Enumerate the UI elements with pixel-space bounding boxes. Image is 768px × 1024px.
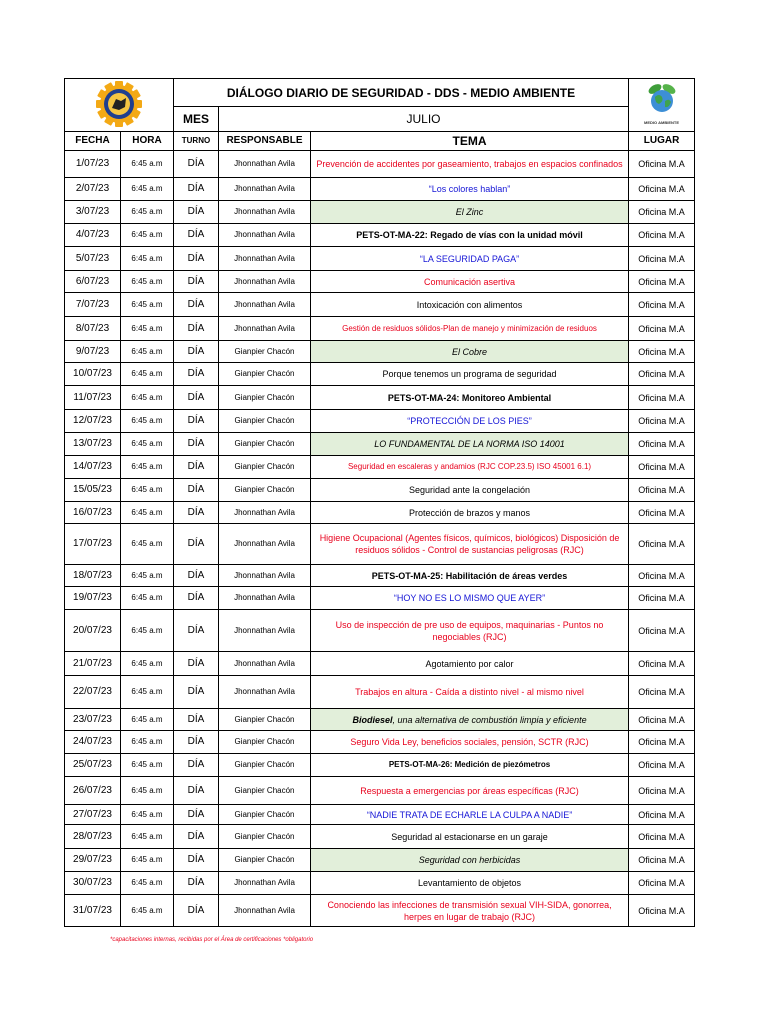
- lugar-cell: Oficina M.A: [629, 433, 695, 456]
- lugar-cell: Oficina M.A: [629, 895, 695, 927]
- table-row: [65, 293, 695, 317]
- tema-cell: [311, 805, 629, 825]
- tema-cell: [311, 433, 629, 456]
- responsable-cell: Jhonnathan Avila: [219, 895, 311, 927]
- turno-cell: DÍA: [174, 502, 219, 524]
- fecha-cell: 21/07/23: [65, 652, 121, 676]
- lugar-cell: Oficina M.A: [629, 805, 695, 825]
- tema-text: PETS-OT-MA-22: Regado de vías con la unidad móvil: [356, 230, 583, 240]
- turno-cell: DÍA: [174, 151, 219, 178]
- tema-cell: [311, 317, 629, 341]
- fecha-cell: 8/07/23: [65, 317, 121, 341]
- turno-cell: DÍA: [174, 341, 219, 363]
- fecha-cell: 4/07/23: [65, 224, 121, 247]
- tema-text: “NADIE TRATA DE ECHARLE LA CULPA A NADIE”: [366, 809, 573, 820]
- tema-cell: [311, 587, 629, 610]
- responsable-cell: Gianpier Chacón: [219, 731, 311, 754]
- hora-cell: 6:45 a.m: [121, 872, 174, 895]
- tema-text: Agotamiento por calor: [425, 658, 514, 669]
- tema-cell: [311, 410, 629, 433]
- hora-cell: 6:45 a.m: [121, 895, 174, 927]
- turno-cell: DÍA: [174, 731, 219, 754]
- tema-text: Uso de inspección de pre uso de equipos, maquinarias - Puntos no negociables (RJC): [335, 619, 604, 642]
- table-row: [65, 151, 695, 178]
- tema-cell: [311, 341, 629, 363]
- lugar-cell: Oficina M.A: [629, 652, 695, 676]
- turno-cell: DÍA: [174, 676, 219, 709]
- table-row: [65, 652, 695, 676]
- dds-sheet: [64, 78, 694, 927]
- turno-cell: DÍA: [174, 895, 219, 927]
- hora-cell: 6:45 a.m: [121, 479, 174, 502]
- header-hora: HORA: [121, 132, 174, 151]
- responsable-cell: Gianpier Chacón: [219, 341, 311, 363]
- responsable-cell: Jhonnathan Avila: [219, 178, 311, 201]
- hora-cell: 6:45 a.m: [121, 805, 174, 825]
- fecha-cell: 16/07/23: [65, 502, 121, 524]
- responsable-cell: Jhonnathan Avila: [219, 872, 311, 895]
- hora-cell: 6:45 a.m: [121, 610, 174, 652]
- tema-text: PETS-OT-MA-25: Habilitación de áreas verdes: [371, 570, 568, 581]
- turno-cell: DÍA: [174, 777, 219, 805]
- table-row: [65, 754, 695, 777]
- responsable-cell: Gianpier Chacón: [219, 805, 311, 825]
- lugar-cell: Oficina M.A: [629, 754, 695, 777]
- responsable-cell: Jhonnathan Avila: [219, 502, 311, 524]
- tema-text: PETS-OT-MA-26: Medición de piezómetros: [388, 760, 551, 769]
- footnote: *capacitaciones internas, recibidas por el Área de certificaciones *obligatorio: [110, 937, 314, 943]
- responsable-cell: Jhonnathan Avila: [219, 151, 311, 178]
- tema-text: “PROTECCIÓN DE LOS PIES”: [407, 416, 532, 426]
- header-responsable: RESPONSABLE: [219, 132, 311, 151]
- hora-cell: 6:45 a.m: [121, 247, 174, 271]
- tema-text: Comunicación asertiva: [423, 276, 516, 287]
- tema-cell: [311, 224, 629, 247]
- tema-text: El Cobre: [452, 346, 488, 357]
- responsable-cell: Gianpier Chacón: [219, 825, 311, 849]
- hora-cell: 6:45 a.m: [121, 502, 174, 524]
- responsable-cell: Jhonnathan Avila: [219, 565, 311, 587]
- responsable-cell: Jhonnathan Avila: [219, 652, 311, 676]
- responsable-cell: Jhonnathan Avila: [219, 610, 311, 652]
- responsable-cell: Gianpier Chacón: [219, 386, 311, 410]
- hora-cell: 6:45 a.m: [121, 201, 174, 224]
- hora-cell: 6:45 a.m: [121, 754, 174, 777]
- hora-cell: 6:45 a.m: [121, 433, 174, 456]
- table-row: [65, 363, 695, 386]
- table-row: [65, 433, 695, 456]
- table-row: [65, 410, 695, 433]
- turno-cell: DÍA: [174, 565, 219, 587]
- lugar-cell: Oficina M.A: [629, 293, 695, 317]
- lugar-cell: Oficina M.A: [629, 247, 695, 271]
- tema-text: “LA SEGURIDAD PAGA”: [419, 253, 520, 264]
- lugar-cell: Oficina M.A: [629, 709, 695, 731]
- fecha-cell: 5/07/23: [65, 247, 121, 271]
- table-row: [65, 805, 695, 825]
- responsable-cell: Gianpier Chacón: [219, 433, 311, 456]
- lugar-cell: Oficina M.A: [629, 317, 695, 341]
- tema-text: Higiene Ocupacional (Agentes físicos, químicos, biológicos) Disposición de residuos sólidos - Control de sustancias peligrosas (RJC): [319, 533, 620, 555]
- fecha-cell: 9/07/23: [65, 341, 121, 363]
- hora-cell: 6:45 a.m: [121, 524, 174, 565]
- hora-cell: 6:45 a.m: [121, 676, 174, 709]
- fecha-cell: 23/07/23: [65, 709, 121, 731]
- table-row: [65, 224, 695, 247]
- table-row: [65, 178, 695, 201]
- responsable-cell: Gianpier Chacón: [219, 849, 311, 872]
- table-row: [65, 386, 695, 410]
- responsable-cell: Jhonnathan Avila: [219, 317, 311, 341]
- table-row: [65, 610, 695, 652]
- tema-text: Seguridad en escaleras y andamios (RJC COP.23.5) ISO 45001 6.1): [347, 462, 592, 471]
- table-row: [65, 587, 695, 610]
- hora-cell: 6:45 a.m: [121, 224, 174, 247]
- responsable-cell: Gianpier Chacón: [219, 456, 311, 479]
- turno-cell: DÍA: [174, 178, 219, 201]
- fecha-cell: 26/07/23: [65, 777, 121, 805]
- title-row: [65, 79, 695, 107]
- fecha-cell: 1/07/23: [65, 151, 121, 178]
- tema-cell: [311, 293, 629, 317]
- responsable-cell: Gianpier Chacón: [219, 709, 311, 731]
- hora-cell: 6:45 a.m: [121, 652, 174, 676]
- lugar-cell: Oficina M.A: [629, 565, 695, 587]
- table-row: [65, 777, 695, 805]
- column-header-row: [65, 132, 695, 151]
- responsable-cell: Gianpier Chacón: [219, 754, 311, 777]
- tema-cell: [311, 709, 629, 731]
- lugar-cell: Oficina M.A: [629, 224, 695, 247]
- tema-cell: [311, 731, 629, 754]
- tema-cell: [311, 825, 629, 849]
- responsable-cell: Gianpier Chacón: [219, 363, 311, 386]
- tema-cell: [311, 524, 629, 565]
- tema-cell: [311, 610, 629, 652]
- company-gear-logo-icon: [93, 80, 145, 128]
- tema-text: Prevención de accidentes por gaseamiento, trabajos en espacios confinados: [316, 159, 623, 169]
- tema-cell: [311, 872, 629, 895]
- tema-text: Conociendo las infecciones de transmisión sexual VIH-SIDA, gonorrea, herpes en lugar de trabajo (RJC): [327, 899, 612, 922]
- tema-cell: [311, 479, 629, 502]
- table-row: [65, 479, 695, 502]
- table-row: [65, 456, 695, 479]
- hora-cell: 6:45 a.m: [121, 341, 174, 363]
- table-row: [65, 872, 695, 895]
- responsable-cell: Jhonnathan Avila: [219, 224, 311, 247]
- document-title: DIÁLOGO DIARIO DE SEGURIDAD - DDS - MEDIO AMBIENTE: [174, 79, 629, 107]
- tema-cell: [311, 363, 629, 386]
- turno-cell: DÍA: [174, 479, 219, 502]
- hora-cell: 6:45 a.m: [121, 386, 174, 410]
- tema-cell: [311, 652, 629, 676]
- tema-text: Seguridad al estacionarse en un garaje: [391, 831, 548, 842]
- hora-cell: 6:45 a.m: [121, 709, 174, 731]
- fecha-cell: 18/07/23: [65, 565, 121, 587]
- environment-logo-caption: MEDIO AMBIENTE: [644, 120, 680, 125]
- turno-cell: DÍA: [174, 410, 219, 433]
- header-turno: TURNO: [174, 132, 219, 151]
- hora-cell: 6:45 a.m: [121, 151, 174, 178]
- turno-cell: DÍA: [174, 363, 219, 386]
- turno-cell: DÍA: [174, 652, 219, 676]
- header-lugar: LUGAR: [629, 132, 695, 151]
- tema-text: Seguridad ante la congelación: [408, 485, 531, 495]
- table-row: [65, 709, 695, 731]
- fecha-cell: 15/05/23: [65, 479, 121, 502]
- lugar-cell: Oficina M.A: [629, 777, 695, 805]
- lugar-cell: Oficina M.A: [629, 456, 695, 479]
- tema-cell: [311, 386, 629, 410]
- turno-cell: DÍA: [174, 709, 219, 731]
- dds-table-body: [65, 79, 695, 927]
- lugar-cell: Oficina M.A: [629, 178, 695, 201]
- table-row: [65, 731, 695, 754]
- hora-cell: 6:45 a.m: [121, 363, 174, 386]
- earth-leaf-logo-icon: [642, 81, 682, 115]
- table-row: [65, 895, 695, 927]
- tema-text: Gestión de residuos sólidos-Plan de manejo y minimización de residuos: [342, 323, 597, 333]
- tema-text: “Los colores hablan”: [428, 184, 511, 194]
- fecha-cell: 28/07/23: [65, 825, 121, 849]
- responsable-cell: Jhonnathan Avila: [219, 587, 311, 610]
- hora-cell: 6:45 a.m: [121, 731, 174, 754]
- lugar-cell: Oficina M.A: [629, 849, 695, 872]
- table-row: [65, 247, 695, 271]
- fecha-cell: 13/07/23: [65, 433, 121, 456]
- table-row: [65, 849, 695, 872]
- tema-text: PETS-OT-MA-24: Monitoreo Ambiental: [387, 392, 552, 403]
- tema-text: “HOY NO ES LO MISMO QUE AYER”: [393, 593, 546, 603]
- responsable-cell: Jhonnathan Avila: [219, 293, 311, 317]
- tema-bold-text: Biodiesel: [352, 714, 393, 725]
- hora-cell: 6:45 a.m: [121, 178, 174, 201]
- hora-cell: 6:45 a.m: [121, 293, 174, 317]
- responsable-cell: Gianpier Chacón: [219, 777, 311, 805]
- hora-cell: 6:45 a.m: [121, 777, 174, 805]
- table-row: [65, 825, 695, 849]
- tema-cell: [311, 456, 629, 479]
- turno-cell: DÍA: [174, 754, 219, 777]
- month-value: JULIO: [219, 107, 629, 132]
- fecha-cell: 6/07/23: [65, 271, 121, 293]
- month-label: MES: [174, 107, 219, 132]
- fecha-cell: 29/07/23: [65, 849, 121, 872]
- lugar-cell: Oficina M.A: [629, 363, 695, 386]
- responsable-cell: Jhonnathan Avila: [219, 676, 311, 709]
- fecha-cell: 22/07/23: [65, 676, 121, 709]
- table-row: [65, 271, 695, 293]
- dds-table: [64, 78, 695, 927]
- tema-cell: [311, 178, 629, 201]
- lugar-cell: Oficina M.A: [629, 201, 695, 224]
- turno-cell: DÍA: [174, 610, 219, 652]
- turno-cell: DÍA: [174, 456, 219, 479]
- turno-cell: DÍA: [174, 293, 219, 317]
- tema-cell: [311, 247, 629, 271]
- tema-cell: [311, 754, 629, 777]
- turno-cell: DÍA: [174, 271, 219, 293]
- lugar-cell: Oficina M.A: [629, 731, 695, 754]
- turno-cell: DÍA: [174, 524, 219, 565]
- hora-cell: 6:45 a.m: [121, 410, 174, 433]
- fecha-cell: 27/07/23: [65, 805, 121, 825]
- lugar-cell: Oficina M.A: [629, 587, 695, 610]
- header-tema: TEMA: [311, 132, 629, 151]
- fecha-cell: 31/07/23: [65, 895, 121, 927]
- tema-text: Respuesta a emergencias por áreas específicas (RJC): [360, 785, 579, 796]
- lugar-cell: Oficina M.A: [629, 410, 695, 433]
- tema-text: Intoxicación con alimentos: [416, 299, 523, 310]
- hora-cell: 6:45 a.m: [121, 587, 174, 610]
- tema-text: Levantamiento de objetos: [417, 878, 522, 888]
- fecha-cell: 30/07/23: [65, 872, 121, 895]
- fecha-cell: 3/07/23: [65, 201, 121, 224]
- tema-cell: [311, 777, 629, 805]
- responsable-cell: Jhonnathan Avila: [219, 271, 311, 293]
- lugar-cell: Oficina M.A: [629, 524, 695, 565]
- turno-cell: DÍA: [174, 224, 219, 247]
- fecha-cell: 19/07/23: [65, 587, 121, 610]
- fecha-cell: 14/07/23: [65, 456, 121, 479]
- tema-cell: [311, 676, 629, 709]
- tema-cell: [311, 271, 629, 293]
- lugar-cell: Oficina M.A: [629, 872, 695, 895]
- lugar-cell: Oficina M.A: [629, 271, 695, 293]
- header-fecha: FECHA: [65, 132, 121, 151]
- hora-cell: 6:45 a.m: [121, 565, 174, 587]
- table-row: [65, 201, 695, 224]
- turno-cell: DÍA: [174, 849, 219, 872]
- environment-logo-cell: [629, 79, 695, 132]
- fecha-cell: 12/07/23: [65, 410, 121, 433]
- turno-cell: DÍA: [174, 872, 219, 895]
- fecha-cell: 2/07/23: [65, 178, 121, 201]
- fecha-cell: 25/07/23: [65, 754, 121, 777]
- lugar-cell: Oficina M.A: [629, 610, 695, 652]
- table-row: [65, 524, 695, 565]
- turno-cell: DÍA: [174, 247, 219, 271]
- table-row: [65, 676, 695, 709]
- responsable-cell: Gianpier Chacón: [219, 479, 311, 502]
- responsable-cell: Jhonnathan Avila: [219, 201, 311, 224]
- turno-cell: DÍA: [174, 201, 219, 224]
- lugar-cell: Oficina M.A: [629, 341, 695, 363]
- fecha-cell: 20/07/23: [65, 610, 121, 652]
- turno-cell: DÍA: [174, 317, 219, 341]
- tema-text: Seguro Vida Ley, beneficios sociales, pensión, SCTR (RJC): [350, 737, 589, 747]
- fecha-cell: 10/07/23: [65, 363, 121, 386]
- fecha-cell: 24/07/23: [65, 731, 121, 754]
- tema-cell: [311, 201, 629, 224]
- hora-cell: 6:45 a.m: [121, 849, 174, 872]
- responsable-cell: Jhonnathan Avila: [219, 247, 311, 271]
- responsable-cell: Jhonnathan Avila: [219, 524, 311, 565]
- tema-text: Protección de brazos y manos: [408, 507, 531, 518]
- fecha-cell: 11/07/23: [65, 386, 121, 410]
- tema-cell: [311, 565, 629, 587]
- tema-text: , una alternativa de combustión limpia y eficiente: [392, 714, 587, 725]
- tema-text: LO FUNDAMENTAL DE LA NORMA ISO 14001: [374, 439, 565, 449]
- turno-cell: DÍA: [174, 386, 219, 410]
- tema-cell: [311, 895, 629, 927]
- company-logo-cell: [65, 79, 174, 132]
- tema-text: Trabajos en altura - Caída a distinto nivel - al mismo nivel: [355, 687, 584, 697]
- lugar-cell: Oficina M.A: [629, 151, 695, 178]
- hora-cell: 6:45 a.m: [121, 825, 174, 849]
- lugar-cell: Oficina M.A: [629, 676, 695, 709]
- lugar-cell: Oficina M.A: [629, 386, 695, 410]
- hora-cell: 6:45 a.m: [121, 317, 174, 341]
- tema-cell: [311, 849, 629, 872]
- table-row: [65, 317, 695, 341]
- turno-cell: DÍA: [174, 805, 219, 825]
- tema-cell: [311, 502, 629, 524]
- hora-cell: 6:45 a.m: [121, 456, 174, 479]
- table-row: [65, 341, 695, 363]
- hora-cell: 6:45 a.m: [121, 271, 174, 293]
- fecha-cell: 7/07/23: [65, 293, 121, 317]
- lugar-cell: Oficina M.A: [629, 502, 695, 524]
- fecha-cell: 17/07/23: [65, 524, 121, 565]
- tema-text: Seguridad con herbicidas: [418, 855, 521, 865]
- turno-cell: DÍA: [174, 433, 219, 456]
- table-row: [65, 502, 695, 524]
- table-row: [65, 565, 695, 587]
- tema-text: Porque tenemos un programa de seguridad: [382, 369, 557, 379]
- lugar-cell: Oficina M.A: [629, 825, 695, 849]
- turno-cell: DÍA: [174, 825, 219, 849]
- lugar-cell: Oficina M.A: [629, 479, 695, 502]
- tema-cell: [311, 151, 629, 178]
- turno-cell: DÍA: [174, 587, 219, 610]
- responsable-cell: Gianpier Chacón: [219, 410, 311, 433]
- tema-text: El Zinc: [455, 207, 484, 217]
